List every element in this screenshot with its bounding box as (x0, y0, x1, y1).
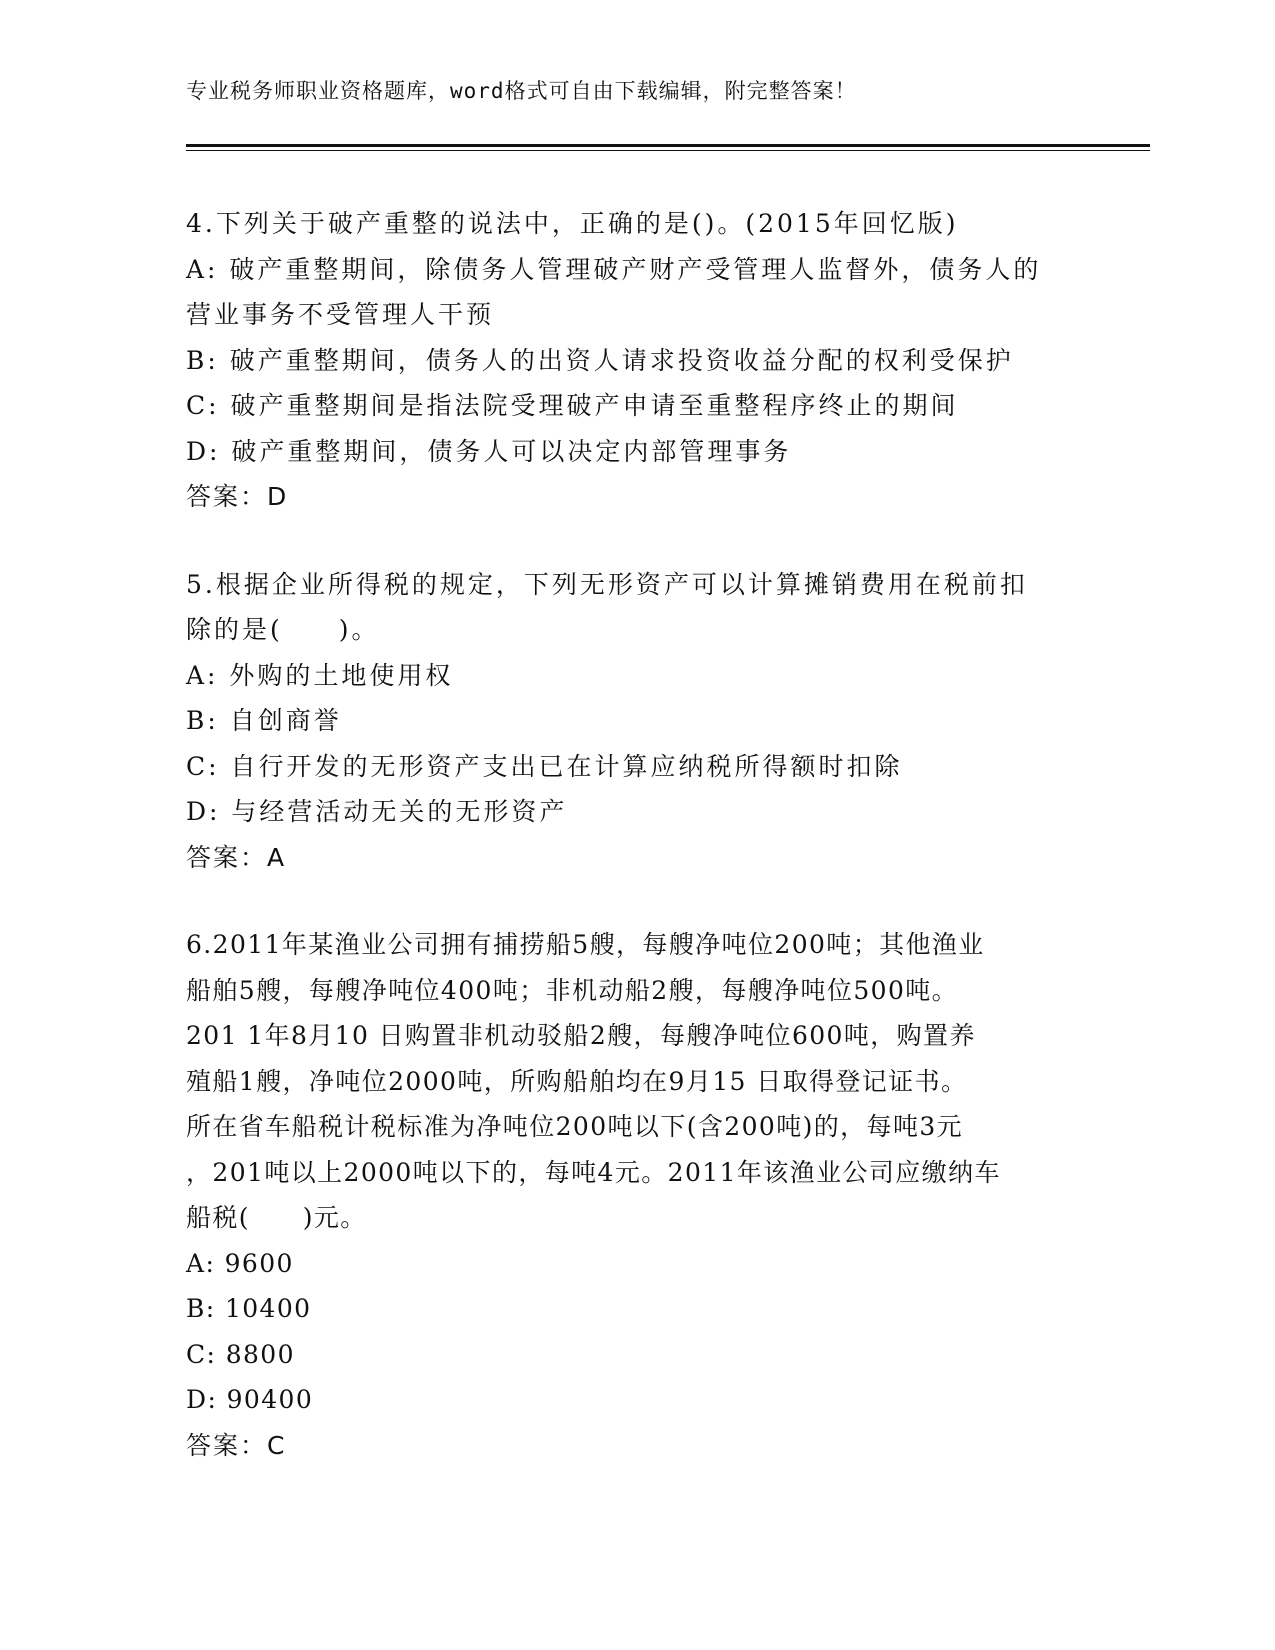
option-c-line: C: 破产重整期间是指法院受理破产申请至重整程序终止的期间 (186, 391, 959, 420)
question-stem-line: 201 1年8月10 日购置非机动驳船2艘，每艘净吨位600吨，购置养 (186, 1021, 976, 1050)
question-4 (186, 201, 1086, 520)
option-c-line: C: 自行开发的无形资产支出已在计算应纳税所得额时扣除 (186, 751, 903, 781)
question-stem-line: 4.下列关于破产重整的说法中，正确的是()。(2015年回忆版) (186, 209, 959, 238)
header-rule-thick (186, 144, 1150, 147)
question-stem-line: ，201吨以上2000吨以下的，每吨4元。2011年该渔业公司应缴纳车 (186, 1157, 1001, 1187)
option-b-line: B: 破产重整期间，债务人的出资人请求投资收益分配的权利受保护 (186, 345, 1014, 375)
answer-label: 答案：D (186, 482, 289, 511)
option-c-line: C: 8800 (186, 1339, 295, 1369)
question-stem-line: 6.2011年某渔业公司拥有捕捞船5艘，每艘净吨位200吨；其他渔业 (186, 930, 985, 959)
option-a-line: 营业事务不受管理人干预 (186, 300, 495, 329)
option-a-line: A: 外购的土地使用权 (186, 660, 454, 690)
question-stem-line: 5.根据企业所得税的规定，下列无形资产可以计算摊销费用在税前扣 (186, 569, 1028, 599)
option-a-line: A: 破产重整期间，除债务人管理破产财产受管理人监督外，债务人的 (186, 254, 1042, 284)
page-header-text: 专业税务师职业资格题库，word格式可自由下载编辑，附完整答案！ (186, 79, 857, 103)
question-stem-line: 船舶5艘，每艘净吨位400吨；非机动船2艘，每艘净吨位500吨。 (186, 975, 959, 1005)
option-d-line: D: 破产重整期间，债务人可以决定内部管理事务 (186, 436, 792, 466)
option-d-line: D: 90400 (186, 1385, 314, 1414)
option-b-line: B: 10400 (186, 1294, 312, 1323)
question-list (186, 201, 1086, 1510)
question-stem-line: 殖船1艘，净吨位2000吨，所购船舶均在9月15 日取得登记证书。 (186, 1066, 968, 1096)
question-6 (186, 922, 1086, 1468)
question-stem-line: 所在省车船税计税标准为净吨位200吨以下(含200吨)的，每吨3元 (186, 1112, 964, 1141)
question-stem-line: 除的是( )。 (186, 615, 380, 644)
question-stem-line: 船税( )元。 (186, 1203, 367, 1232)
answer-label: 答案：A (186, 842, 287, 872)
answer-label: 答案：C (186, 1430, 287, 1460)
header-rule-thin (186, 150, 1150, 151)
option-b-line: B: 自创商誉 (186, 706, 342, 735)
option-d-line: D: 与经营活动无关的无形资产 (186, 797, 568, 826)
option-a-line: A: 9600 (186, 1248, 294, 1278)
question-5 (186, 562, 1086, 881)
